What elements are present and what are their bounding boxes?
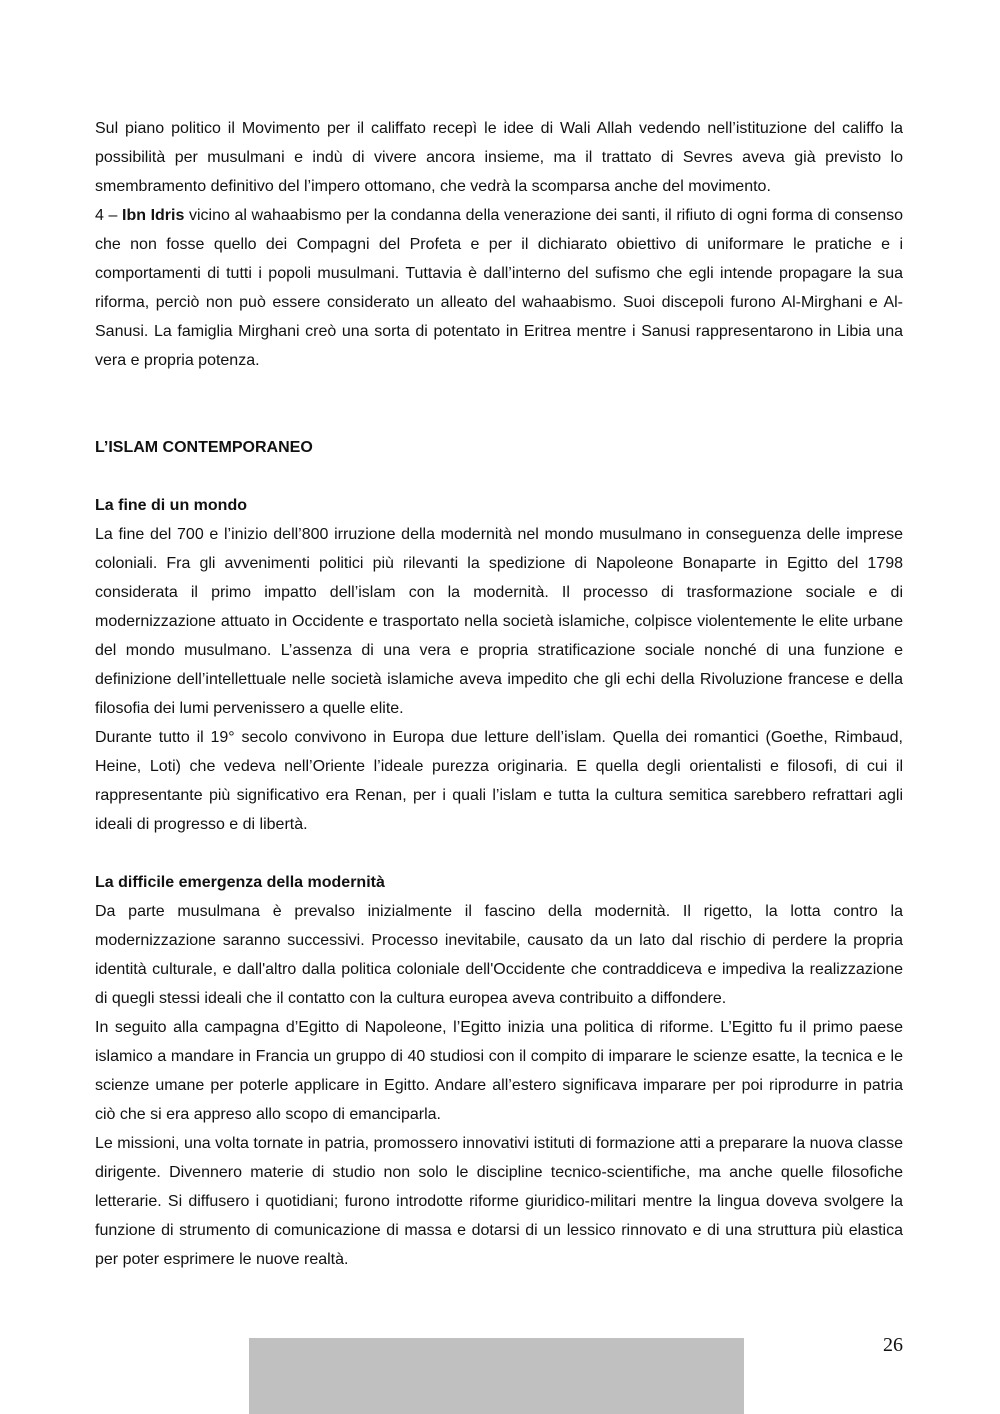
spacer [95, 375, 903, 433]
paragraph-modernita-irruzione: La fine del 700 e l’inizio dell’800 irruzione della modernità nel mondo musulmano in conseguenza delle imprese coloniali. Fra gli avvenimenti politici più rilevanti la spedizione di Napoleone Bonaparte in Egitto del 1798 considerata il primo impatto dell’islam con la modernità. Il processo di trasformazione sociale e di modernizzazione attuato in Occidente e trasportato nella società islamiche, colpisce violentemente le elite urbane del mondo musulmano. L’assenza di una vera e propria stratificazione sociale nonché di una funzione e definizione dell’intellettuale nelle società islamiche aveva impedito che gli echi della Rivoluzione francese e della filosofia dei lumi pervenissero a quelle elite. [95, 526, 903, 717]
ibn-idris-text: vicino al wahaabismo per la condanna della venerazione dei santi, il rifiuto di ogni forma di consenso che non fosse quello dei Compagni del Profeta e per il dichiarato obiettivo di uniformare le pratiche e i comportamenti di tutti i popoli musulmani. Tuttavia è dall’interno del sufismo che egli intende propagare la sua riforma, perciò non può essere considerato un alleato del wahaabismo. Suoi discepoli furono Al-Mirghani e Al-Sanusi. La famiglia Mirghani creò una sorta di potentato in Eritrea mentre i Sanusi rappresentarono in Libia una vera e propria potenza. [95, 207, 903, 369]
paragraph-letture-islam: Durante tutto il 19° secolo convivono in Europa due letture dell’islam. Quella dei romantici (Goethe, Rimbaud, Heine, Loti) che vedeva nell’Oriente l’ideale purezza originaria. E quella degli orientalisti e filosofi, di cui il rappresentante più significativo era Renan, per i quali l’islam e tutta la cultura semitica sarebbero refrattari agli ideali di progresso e di libertà. [95, 729, 903, 833]
list-number: 4 – [95, 207, 122, 224]
section-heading-islam-contemporaneo: L’ISLAM CONTEMPORANEO [95, 439, 313, 456]
ibn-idris-name: Ibn Idris [122, 207, 185, 224]
spacer [95, 462, 903, 491]
spacer [95, 839, 903, 868]
paragraph-missioni: Le missioni, una volta tornate in patria, promossero innovativi istituti di formazione atti a preparare la nuova classe dirigente. Divennero materie di studio non solo le discipline tecnico-scientifiche, ma anche quelle filosofiche letterarie. Si diffusero i quotidiani; furono introdotte riforme giuridico-militari mentre la lingua doveva svolgere la funzione di strumento di comunicazione di massa e dotarsi di un lessico rinnovato e di una struttura più elastica per poter esprimere le nuove realtà. [95, 1135, 903, 1268]
paragraph-califfato-movement: Sul piano politico il Movimento per il califfato recepì le idee di Wali Allah vedendo nell’istituzione del califfo la possibilità per musulmani e indù di vivere ancora insieme, ma il trattato di Sevres aveva già previsto lo smembramento definitivo del l’impero ottomano, che vedrà la scomparsa anche del movimento. [95, 120, 903, 195]
paragraph-fascino-modernita: Da parte musulmana è prevalso inizialmente il fascino della modernità. Il rigetto, la lotta contro la modernizzazione saranno successivi. Processo inevitabile, causato da un lato dal rischio di perdere la propria identità culturale, e dall'altro dalla politica coloniale dell'Occidente che contraddiceva e impediva la realizzazione di quegli stessi ideali che il contatto con la cultura europea aveva contribuito a diffondere. [95, 903, 903, 1007]
paragraph-ibn-idris [95, 201, 903, 375]
subheading-difficile-emergenza: La difficile emergenza della modernità [95, 874, 385, 891]
subheading-fine-di-un-mondo: La fine di un mondo [95, 497, 247, 514]
page-content [95, 114, 903, 1274]
page-number: 26 [883, 1334, 903, 1356]
paragraph-egitto-riforme: In seguito alla campagna d’Egitto di Napoleone, l’Egitto inizia una politica di riforme. L’Egitto fu il primo paese islamico a mandare in Francia un gruppo di 40 studiosi con il compito di imparare le scienze esatte, la tecnica e le scienze umane per poterle applicare in Egitto. Andare all’estero significava imparare per poi riprodurre in patria ciò che si era appreso allo scopo di emanciparla. [95, 1019, 903, 1123]
footer-gray-box [249, 1338, 744, 1414]
